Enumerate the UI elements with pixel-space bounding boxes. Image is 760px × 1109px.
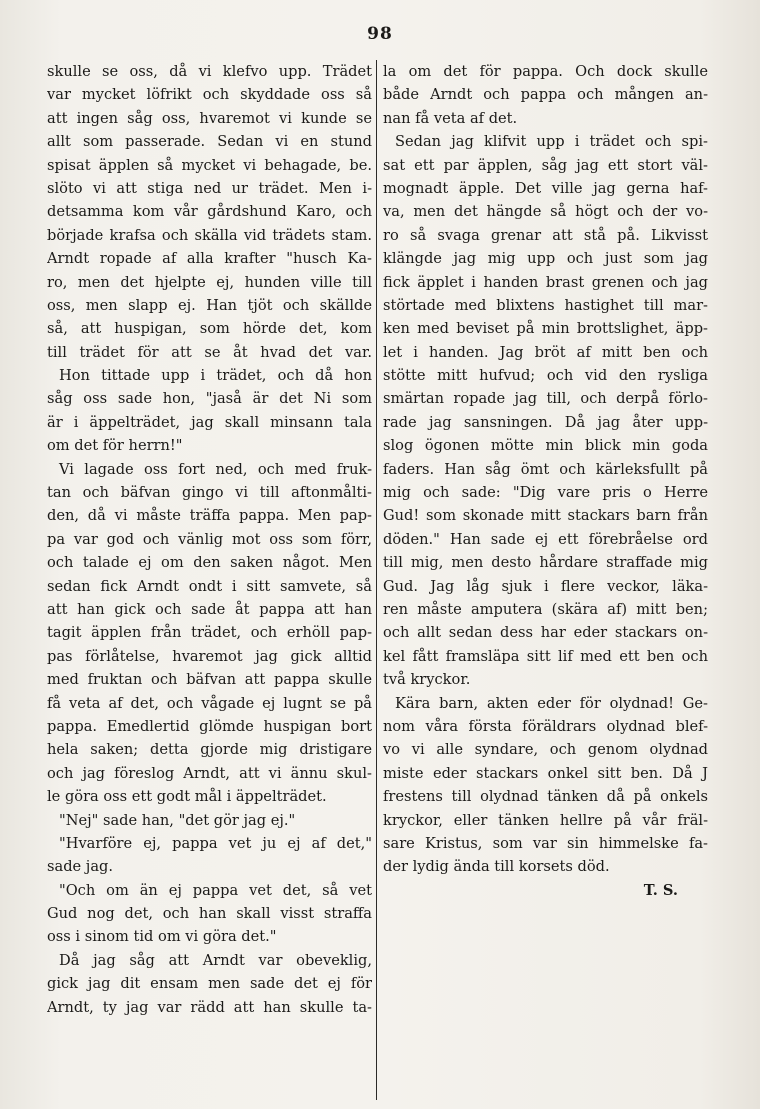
- text-line: Vi lagade oss fort ned, och med fruk-: [59, 460, 372, 478]
- right-column-lines: [383, 60, 708, 879]
- text-line: Då jag såg att Arndt var obeveklig,: [59, 951, 372, 969]
- text-line: nan få veta af det.: [383, 109, 518, 127]
- text-line: gick jag dit ensam men sade det ej för: [47, 975, 372, 993]
- text-line: "Och om än ej pappa vet det, så vet: [59, 881, 372, 899]
- page-number: 98: [367, 24, 393, 44]
- text-line: pa var god och vänlig mot oss som förr,: [47, 530, 372, 548]
- text-line: till trädet för att se åt hvad det var.: [47, 343, 372, 361]
- text-line: ren måste amputera (skära af) mitt ben;: [383, 600, 708, 618]
- text-line: klängde jag mig upp och just som jag: [383, 250, 708, 268]
- text-line: Gud. Jag låg sjuk i flere veckor, läka-: [383, 577, 708, 595]
- text-line: detsamma kom vår gårdshund Karo, och: [47, 203, 372, 221]
- text-line: nom våra första föräldrars olydnad blef-: [383, 717, 708, 735]
- text-line: oss i sinom tid om vi göra det.": [47, 928, 277, 946]
- text-line: både Arndt och pappa och mången an-: [383, 86, 708, 104]
- text-line: började krafsa och skälla vid trädets stam.: [47, 226, 372, 244]
- text-line: skulle se oss, då vi klefvo upp. Trädet: [47, 63, 372, 80]
- text-line: mig och sade: "Dig vare pris o Herre: [383, 484, 708, 502]
- text-line: mognadt äpple. Det ville jag gerna haf-: [383, 179, 708, 197]
- text-line: va, men det hängde så högt och der vo-: [383, 203, 708, 221]
- text-line: till mig, men desto hårdare straffade mig: [383, 554, 708, 572]
- text-line: rade jag sansningen. Då jag åter upp-: [383, 413, 708, 431]
- text-line: "Nej" sade han, "det gör jag ej.": [59, 811, 296, 829]
- text-line: att han gick och sade åt pappa att han: [47, 600, 372, 618]
- text-line: Arndt ropade af alla krafter "husch Ka-: [47, 250, 372, 268]
- text-line: och talade ej om den saken något. Men: [47, 554, 372, 572]
- text-line: hela saken; detta gjorde mig dristigare: [47, 741, 372, 759]
- text-line: så, att huspigan, som hörde det, kom: [47, 320, 372, 338]
- text-line: let i handen. Jag bröt af mitt ben och: [383, 343, 708, 361]
- text-line: sare Kristus, som var sin himmelske fa-: [383, 834, 708, 852]
- text-line: Arndt, ty jag var rädd att han skulle ta-: [47, 998, 372, 1016]
- text-line: allt som passerade. Sedan vi en stund: [47, 133, 372, 151]
- text-line: sat ett par äpplen, såg jag ett stort väl-: [383, 156, 708, 174]
- text-line: kel fått framsläpa sitt lif med ett ben och: [383, 647, 708, 665]
- text-line: la om det för pappa. Och dock skulle: [383, 63, 708, 80]
- text-line: två kryckor.: [383, 671, 471, 689]
- text-line: med fruktan och bäfvan att pappa skulle: [47, 671, 372, 689]
- text-line: pappa. Emedlertid glömde huspigan bort: [47, 717, 372, 735]
- text-line: slog ögonen mötte min blick min goda: [383, 437, 708, 455]
- text-line: tagit äpplen från trädet, och erhöll pap-: [47, 624, 372, 642]
- text-line: slöto vi att stiga ned ur trädet. Men i-: [47, 179, 372, 197]
- text-line: den, då vi måste träffa pappa. Men pap-: [47, 507, 372, 525]
- text-line: faders. Han såg ömt och kärleksfullt på: [383, 460, 708, 478]
- text-line: smärtan ropade jag till, och derpå förlo-: [383, 390, 708, 408]
- text-line: såg oss sade hon, "jaså är det Ni som: [47, 390, 372, 408]
- text-line: störtade med blixtens hastighet till mar-: [383, 296, 708, 314]
- text-line: och jag föreslog Arndt, att vi ännu skul-: [47, 764, 372, 782]
- text-line: fick äpplet i handen brast grenen och jag: [383, 273, 708, 291]
- text-line: och allt sedan dess har eder stackars on-: [383, 624, 708, 642]
- text-line: spisat äpplen så mycket vi behagade, be.: [47, 156, 372, 174]
- text-line: sedan fick Arndt ondt i sitt samvete, så: [47, 577, 372, 595]
- text-line: Gud! som skonade mitt stackars barn från: [383, 507, 708, 525]
- text-line: ro, men det hjelpte ej, hunden ville till: [47, 273, 372, 291]
- text-line: tan och bäfvan gingo vi till aftonmålti-: [47, 484, 372, 502]
- text-line: att ingen såg oss, hvaremot vi kunde se: [47, 109, 372, 127]
- text-line: ro så svaga grenar att stå på. Likvisst: [383, 226, 708, 244]
- text-line: ken med beviset på min brottslighet, äpp-: [383, 320, 708, 338]
- text-line: sade jag.: [47, 858, 114, 876]
- text-line: pas förlåtelse, hvaremot jag gick alltid: [47, 647, 372, 665]
- left-column: [47, 60, 372, 1019]
- text-line: om det för herrn!": [47, 437, 183, 455]
- text-line: "Hvarföre ej, pappa vet ju ej af det,": [59, 834, 372, 852]
- text-line: vo vi alle syndare, och genom olydnad: [383, 741, 708, 759]
- signature: T. S.: [643, 881, 678, 899]
- text-line: döden." Han sade ej ett förebråelse ord: [383, 530, 708, 548]
- text-line: der lydig ända till korsets död.: [383, 858, 610, 876]
- text-line: få veta af det, och vågade ej lugnt se på: [47, 694, 372, 712]
- column-divider: [376, 60, 377, 1100]
- text-line: oss, men slapp ej. Han tjöt och skällde: [47, 296, 372, 314]
- right-column: [383, 60, 708, 902]
- text-line: är i äppelträdet, jag skall minsann tala: [47, 413, 372, 431]
- text-line: var mycket löfrikt och skyddade oss så: [47, 86, 372, 104]
- text-line: le göra oss ett godt mål i äppelträdet.: [47, 788, 327, 806]
- text-line: Hon tittade upp i trädet, och då hon: [59, 367, 372, 385]
- text-line: Gud nog det, och han skall visst straffa: [47, 905, 372, 923]
- text-line: kryckor, eller tänken hellre på vår fräl-: [383, 811, 708, 829]
- text-line: Sedan jag klifvit upp i trädet och spi-: [395, 133, 708, 151]
- text-line: Kära barn, akten eder för olydnad! Ge-: [395, 694, 708, 712]
- text-line: miste eder stackars onkel sitt ben. Då J: [383, 764, 708, 782]
- text-line: stötte mitt hufvud; och vid den rysliga: [383, 367, 708, 385]
- text-line: frestens till olydnad tänken då på onkels: [383, 788, 708, 806]
